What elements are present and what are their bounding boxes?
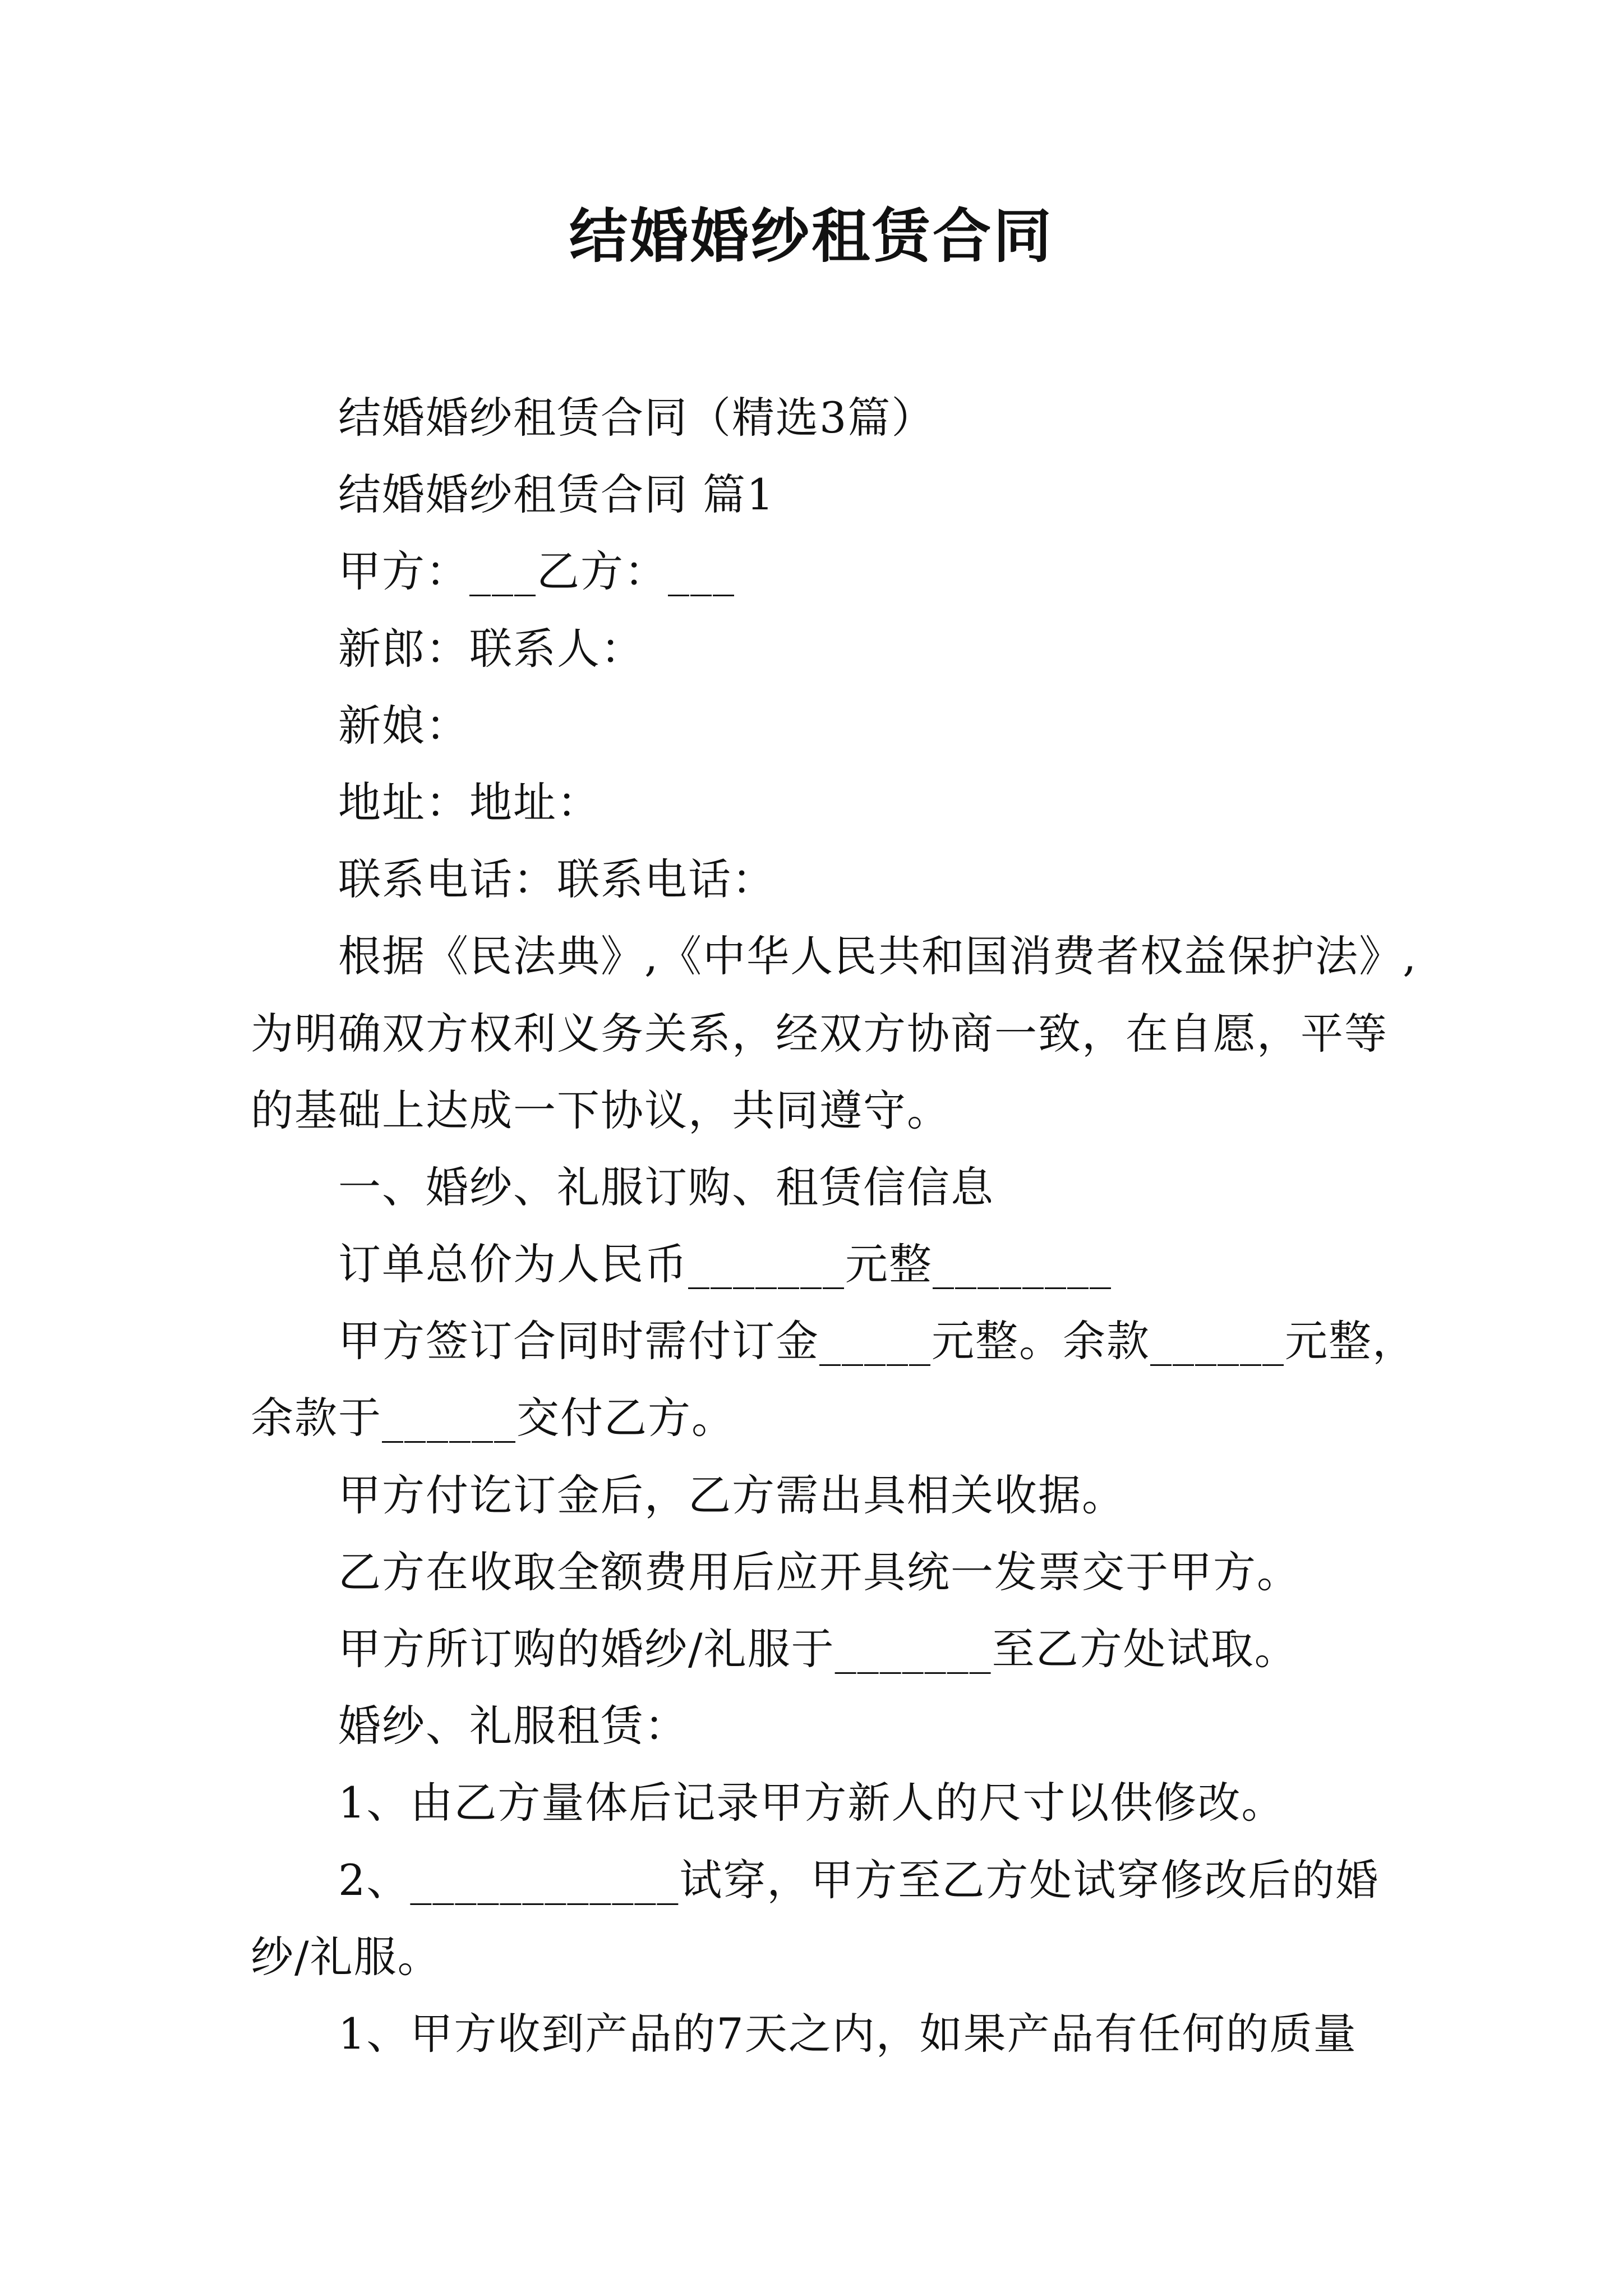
preamble-paragraph — [251, 918, 1484, 1149]
deposit-paragraph — [251, 1303, 1484, 1456]
receipt-paragraph — [251, 1457, 1484, 1534]
document-body — [251, 379, 1484, 2072]
text-line: 结婚婚纱租赁合同 篇1 — [338, 470, 775, 520]
text-line: 甲方所订购的婚纱/礼服于_______至乙方处试取。 — [338, 1624, 1298, 1674]
clause-measurement — [251, 1764, 1484, 1841]
text-line: 新娘： — [338, 700, 469, 751]
text-line: 甲方：___乙方：___ — [338, 546, 735, 597]
text-line: 新郎：联系人： — [338, 623, 644, 674]
text-line: 为明确双方权利义务关系，经双方协商一致，在自愿，平等 — [251, 1008, 1388, 1059]
text-line: 一、婚纱、礼服订购、租赁信信息 — [338, 1162, 994, 1212]
text-line: 根据《民法典》,《中华人民共和国消费者权益保护法》, — [338, 931, 1418, 982]
parties-line — [251, 533, 1484, 610]
text-line: 结婚婚纱租赁合同（精选3篇） — [338, 393, 935, 443]
section-heading — [251, 1149, 1484, 1226]
text-line: 2、____________试穿，甲方至乙方处试穿修改后的婚 — [338, 1855, 1380, 1905]
text-line: 地址：地址： — [338, 777, 601, 827]
rental-heading — [251, 1687, 1484, 1764]
text-line: 的基础上达成一下协议，共同遵守。 — [251, 1085, 951, 1135]
text-line: 甲方签订合同时需付订金_____元整。余款______元整， — [338, 1316, 1416, 1366]
phone-line — [251, 841, 1484, 918]
text-line: 乙方在收取全额费用后应开具统一发票交于甲方。 — [338, 1547, 1301, 1597]
text-line: 1、甲方收到产品的7天之内，如果产品有任何的质量 — [338, 2008, 1357, 2059]
text-line: 余款于______交付乙方。 — [251, 1393, 735, 1443]
collection-title — [251, 379, 1484, 456]
text-line: 联系电话：联系电话： — [338, 854, 776, 905]
fitting-paragraph — [251, 1611, 1484, 1687]
address-line — [251, 764, 1484, 841]
text-line: 纱/礼服。 — [251, 1931, 441, 1982]
text-line: 甲方付讫订金后，乙方需出具相关收据。 — [338, 1470, 1126, 1520]
groom-contact-line — [251, 610, 1484, 687]
text-line: 婚纱、礼服租赁： — [338, 1701, 688, 1751]
invoice-paragraph — [251, 1534, 1484, 1611]
document-title: 结婚婚纱租赁合同 — [569, 201, 1054, 270]
contract-heading — [251, 456, 1484, 533]
clause-quality — [251, 1995, 1484, 2072]
bride-line — [251, 687, 1484, 764]
text-line: 订单总价为人民币_______元整________ — [338, 1239, 1112, 1290]
clause-fitting — [251, 1842, 1484, 1995]
order-total-line — [251, 1226, 1484, 1303]
text-line: 1、由乙方量体后记录甲方新人的尺寸以供修改。 — [338, 1778, 1285, 1828]
